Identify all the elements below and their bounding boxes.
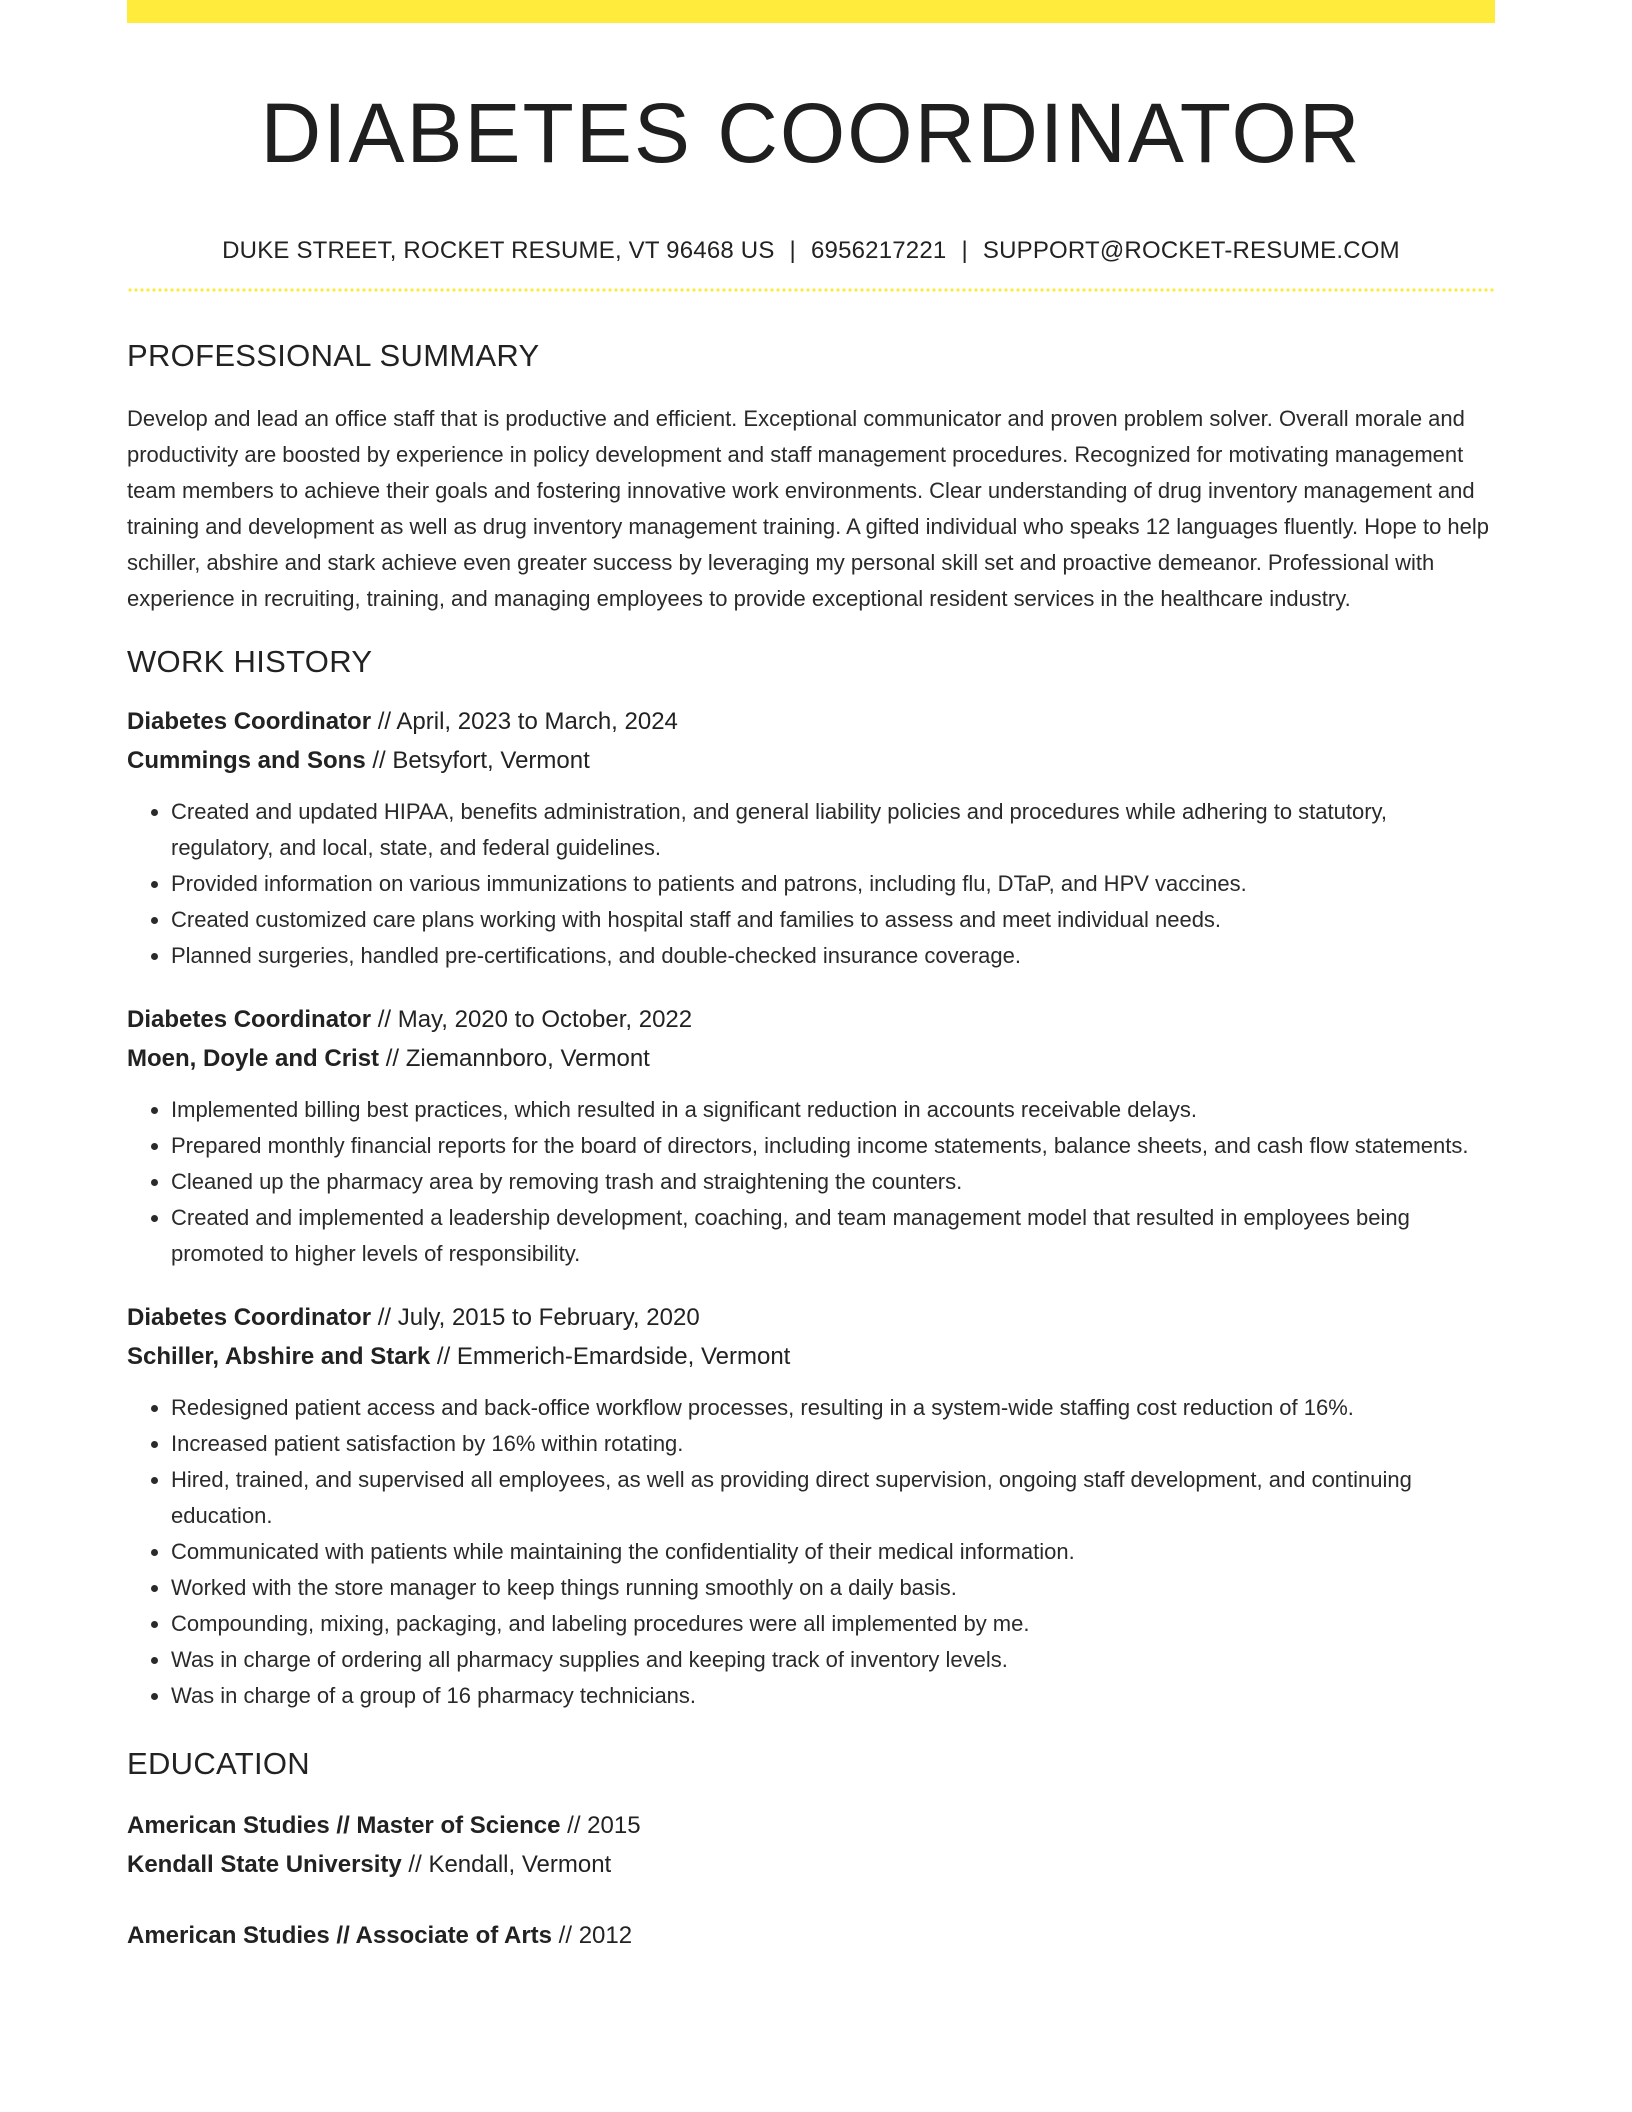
job-company-line (127, 1039, 1495, 1078)
job-divider: // (365, 747, 393, 774)
job-bullets (127, 1092, 1495, 1272)
summary-text: Develop and lead an office staff that is productive and efficient. Exceptional communicator and proven problem solver. Overall morale and productivity are boosted by experience in policy development and staff management procedures. Recognized for motivating management team members to achieve their goals and fostering innovative work environments. Clear understanding of drug inventory management and training and development as well as drug inventory management training. A gifted individual who speaks 12 languages fluently. Hope to help schiller, abshire and stark achieve even greater success by leveraging my personal skill set and proactive demeanor. Professional with experience in recruiting, training, and managing employees to provide exceptional resident services in the healthcare industry. (127, 406, 1490, 611)
job-dates: July, 2015 to February, 2020 (397, 1304, 700, 1331)
education-heading: EDUCATION (127, 1746, 310, 1781)
job-bullet: • Provided information on various immunizations to patients and patrons, including flu, DTaP, and HPV vaccines. (171, 866, 1495, 902)
job-bullet: • Redesigned patient access and back-office workflow processes, resulting in a system-wide staffing cost reduction of 16%. (171, 1390, 1495, 1426)
job-bullet: • Communicated with patients while maintaining the confidentiality of their medical information. (171, 1534, 1495, 1570)
job-dates: April, 2023 to March, 2024 (396, 708, 678, 735)
edu-divider: // (552, 1922, 579, 1949)
job-bullet: • Planned surgeries, handled pre-certifications, and double-checked insurance coverage. (171, 938, 1495, 974)
job-location: Betsyfort, Vermont (392, 747, 590, 774)
job-bullet: • Created and implemented a leadership development, coaching, and team management model that resulted in employees being promoted to higher levels of responsibility. (171, 1200, 1495, 1272)
school-name: Kendall State University (127, 1851, 402, 1878)
job-dates: May, 2020 to October, 2022 (397, 1006, 693, 1033)
education-entry (127, 1916, 1495, 1955)
school-location: Kendall, Vermont (428, 1851, 612, 1878)
job-title-line (127, 702, 1495, 741)
job-bullet: • Was in charge of a group of 16 pharmacy technicians. (171, 1678, 1495, 1714)
job-bullet: • Worked with the store manager to keep things running smoothly on a daily basis. (171, 1570, 1495, 1606)
job-bullet: • Prepared monthly financial reports for the board of directors, including income statements, balance sheets, and cash flow statements. (171, 1128, 1495, 1164)
school-line (127, 1845, 1495, 1884)
degree-line (127, 1806, 1495, 1845)
resume-page (127, 0, 1495, 1955)
job-bullet: • Increased patient satisfaction by 16% within rotating. (171, 1426, 1495, 1462)
job-company: Schiller, Abshire and Stark (127, 1343, 431, 1370)
job-company-line (127, 741, 1495, 780)
job-divider: // (430, 1343, 457, 1370)
job-company: Cummings and Sons (127, 747, 366, 774)
contact-separator: | (789, 237, 796, 264)
job-bullet: • Created and updated HIPAA, benefits administration, and general liability policies and procedures while adhering to statutory, regulatory, and local, state, and federal guidelines. (171, 794, 1495, 866)
contact-line (127, 235, 1495, 267)
job-bullets (127, 794, 1495, 974)
job-bullet: • Created customized care plans working with hospital staff and families to assess and meet individual needs. (171, 902, 1495, 938)
job-location: Emmerich-Emardside, Vermont (456, 1343, 791, 1370)
degree-name: American Studies // Associate of Arts (127, 1922, 553, 1949)
summary-heading: PROFESSIONAL SUMMARY (127, 338, 540, 373)
job-bullet: • Hired, trained, and supervised all employees, as well as providing direct supervision, ongoing staff development, and continuing education. (171, 1462, 1495, 1534)
job-bullets (127, 1390, 1495, 1714)
dotted-divider (127, 288, 1495, 292)
job-company: Moen, Doyle and Crist (127, 1045, 380, 1072)
degree-year: 2015 (587, 1812, 641, 1839)
job-role: Diabetes Coordinator (127, 1006, 372, 1033)
job-role: Diabetes Coordinator (127, 708, 372, 735)
contact-email: SUPPORT@ROCKET-RESUME.COM (982, 237, 1400, 264)
job-entry (127, 1298, 1495, 1714)
contact-address: DUKE STREET, ROCKET RESUME, VT 96468 US (222, 237, 775, 264)
degree-name: American Studies // Master of Science (127, 1812, 561, 1839)
job-company-line (127, 1337, 1495, 1376)
education-entry (127, 1806, 1495, 1884)
job-bullet: • Implemented billing best practices, which resulted in a significant reduction in accounts receivable delays. (171, 1092, 1495, 1128)
job-entry (127, 702, 1495, 974)
degree-line (127, 1916, 1495, 1955)
job-title-line (127, 1000, 1495, 1039)
job-location: Ziemannboro, Vermont (405, 1045, 650, 1072)
edu-divider: // (560, 1812, 588, 1839)
contact-separator: | (961, 237, 968, 264)
work-history-heading: WORK HISTORY (127, 644, 373, 679)
accent-bar (127, 0, 1495, 23)
job-divider: // (379, 1045, 406, 1072)
job-divider: // (371, 1304, 398, 1331)
job-title-line (127, 1298, 1495, 1337)
resume-name: DIABETES COORDINATOR (260, 86, 1362, 180)
contact-phone: 6956217221 (810, 237, 947, 264)
job-bullet: • Cleaned up the pharmacy area by removing trash and straightening the counters. (171, 1164, 1495, 1200)
edu-divider: // (401, 1851, 429, 1878)
job-role: Diabetes Coordinator (127, 1304, 372, 1331)
degree-year: 2012 (578, 1922, 633, 1949)
job-bullet: • Was in charge of ordering all pharmacy supplies and keeping track of inventory levels. (171, 1642, 1495, 1678)
job-divider: // (371, 1006, 398, 1033)
job-divider: // (371, 708, 397, 735)
job-entry (127, 1000, 1495, 1272)
job-bullet: • Compounding, mixing, packaging, and labeling procedures were all implemented by me. (171, 1606, 1495, 1642)
